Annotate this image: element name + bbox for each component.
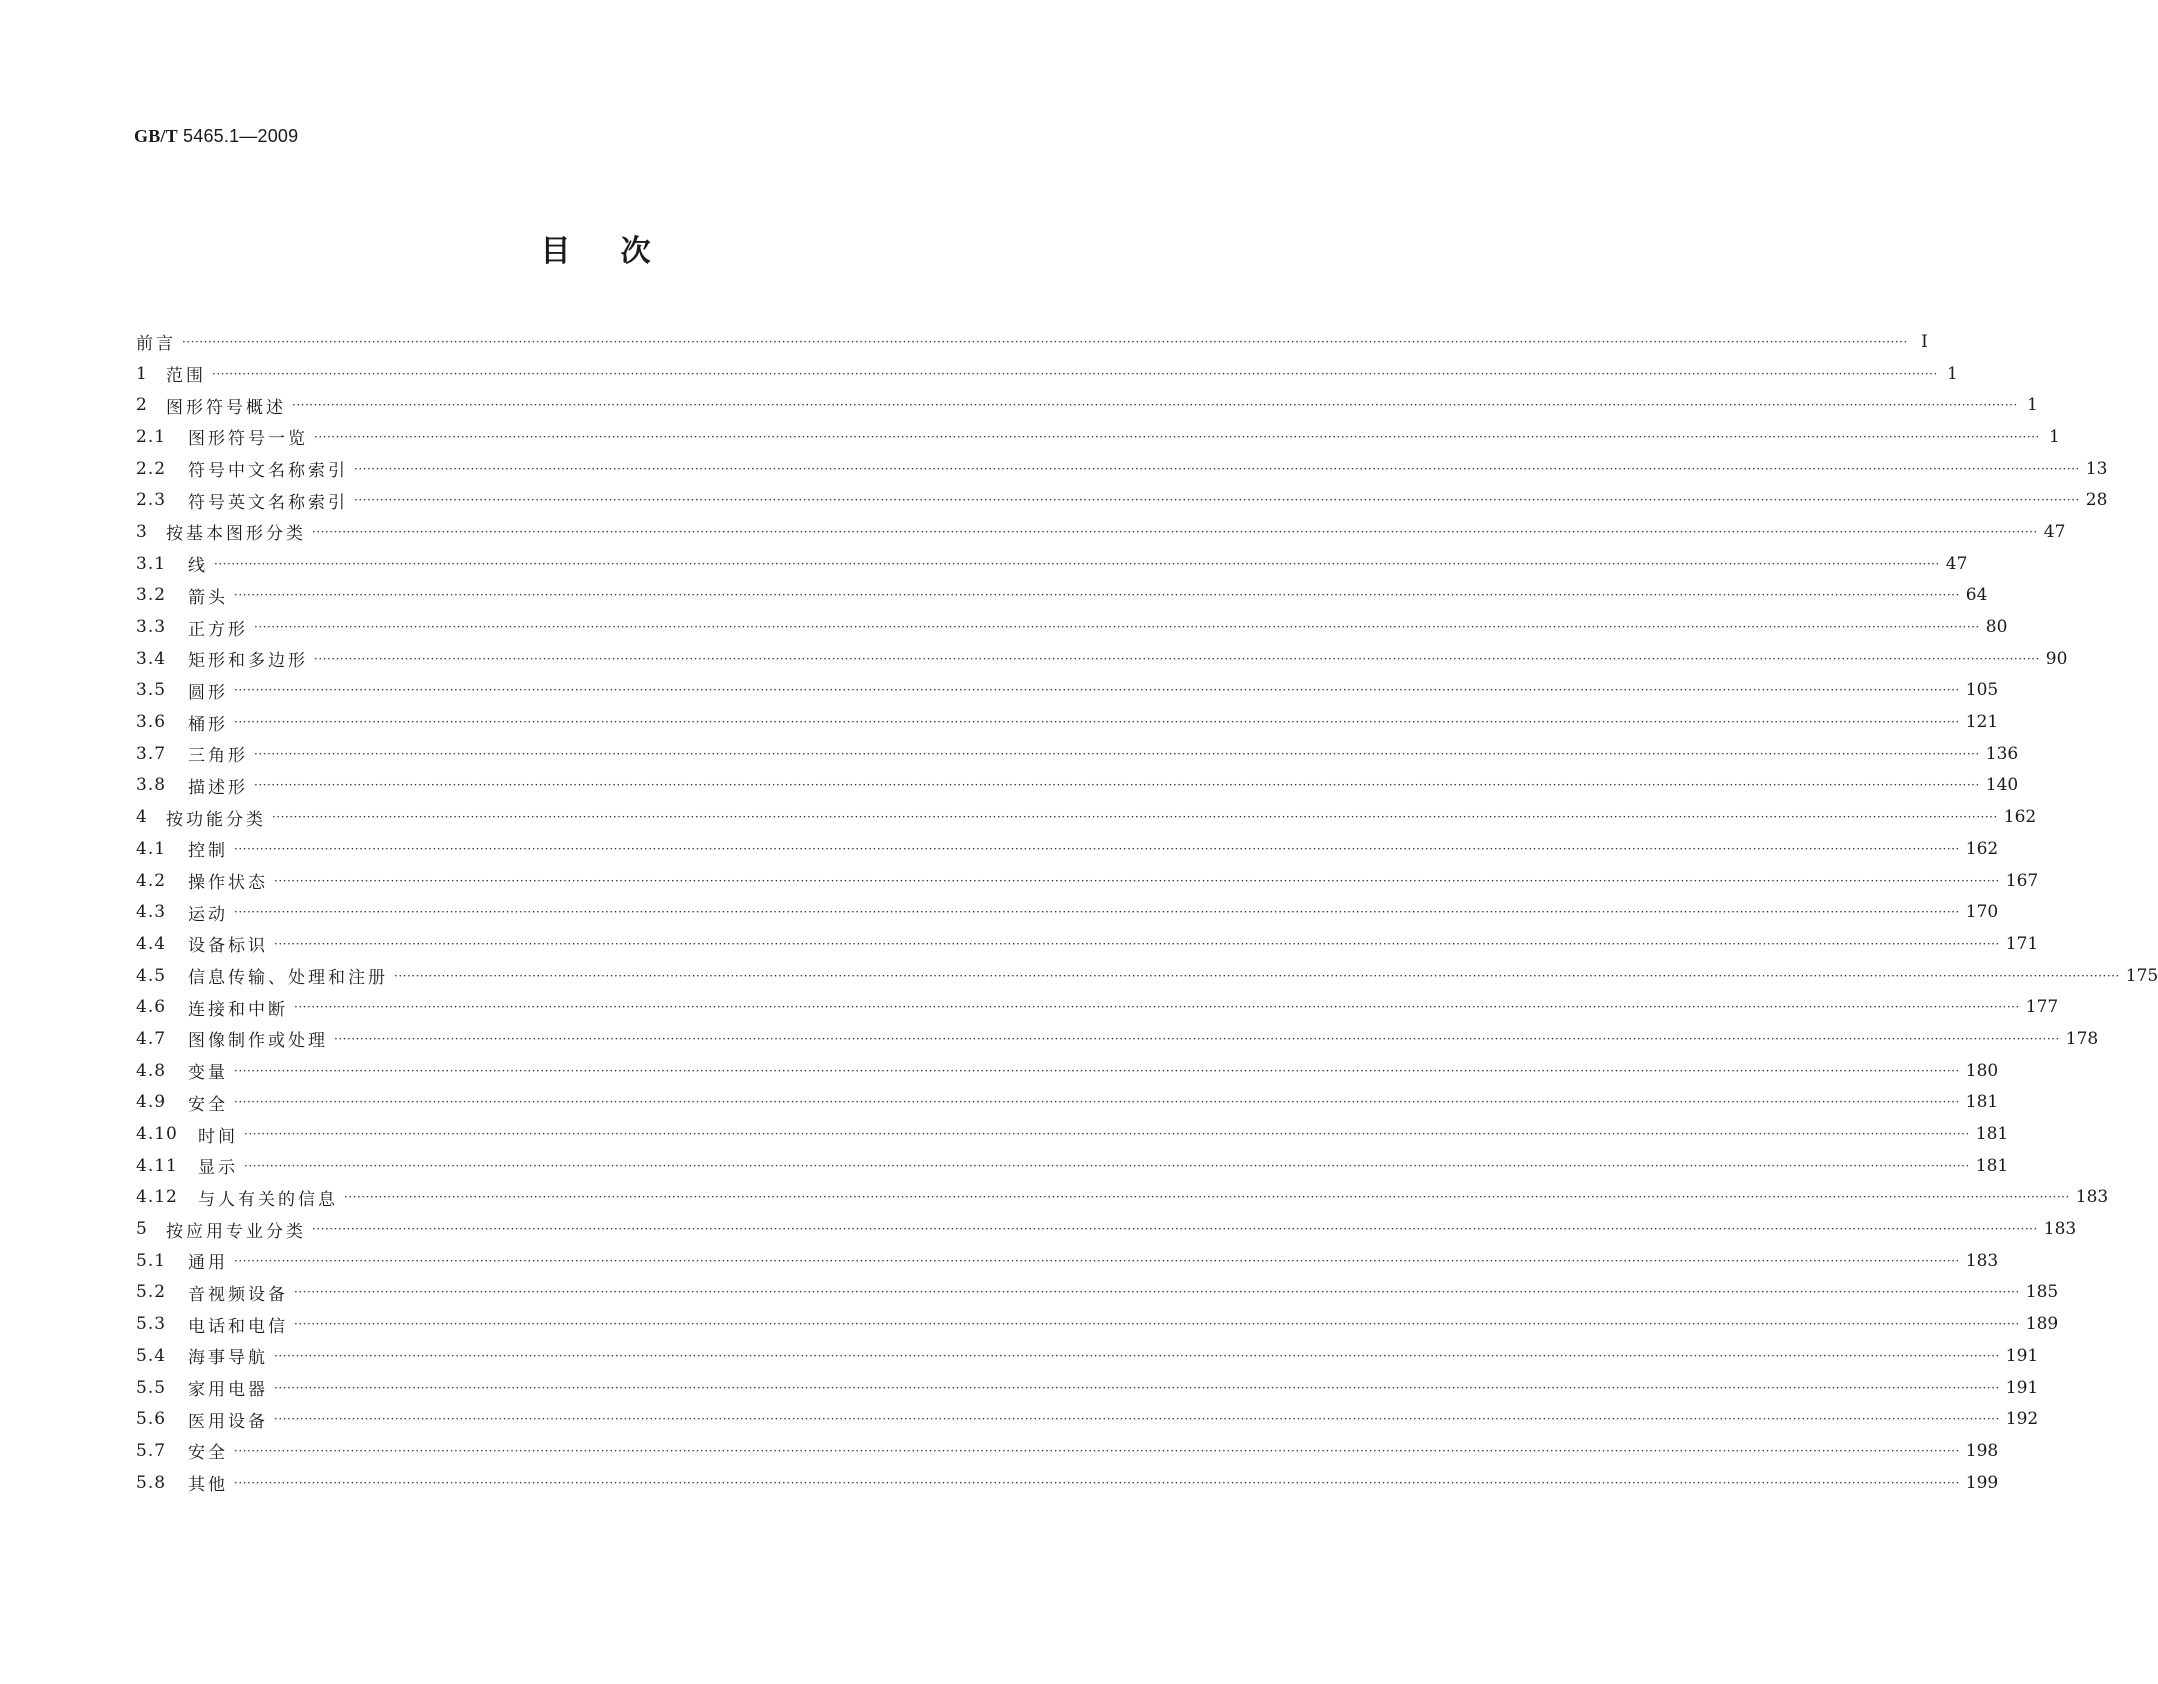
toc-leader-dots: ················································································································································································································································································································································································································ xyxy=(272,810,1998,825)
toc-entry-number: 4.7 xyxy=(136,1028,167,1049)
toc-entry[interactable] xyxy=(136,675,1999,707)
toc-entry-page: 1 xyxy=(2048,426,2060,447)
toc-leader-dots: ················································································································································································································································································································································································································ xyxy=(274,936,2000,951)
toc-entry-label: 家用电器 xyxy=(188,1380,268,1401)
toc-entry-number: 3.3 xyxy=(136,617,167,638)
toc-entry-page: 105 xyxy=(1965,680,1999,701)
toc-entry[interactable] xyxy=(136,1055,1999,1087)
toc-leader-dots: ················································································································································································································································································································································································································ xyxy=(274,1348,2000,1363)
toc-leader-dots: ················································································································································································································································································································································································································ xyxy=(214,556,1940,571)
toc-leader-dots: ················································································································································································································································································································································································································ xyxy=(254,746,1980,761)
toc-entry-page: 90 xyxy=(2045,648,2068,669)
toc-entry[interactable] xyxy=(136,1308,2059,1340)
toc-leader-dots: ················································································································································································································································································································································································································ xyxy=(244,1158,1970,1173)
toc-entry-page: 171 xyxy=(2005,933,2039,954)
toc-leader-dots: ················································································································································································································································································································································································································ xyxy=(182,334,1908,349)
toc-entry-label: 范围 xyxy=(166,366,206,387)
toc-entry-label: 按功能分类 xyxy=(166,809,266,830)
toc-entry-page: 162 xyxy=(2003,807,2037,828)
toc-entry[interactable] xyxy=(136,1372,2039,1404)
toc-leader-dots: ················································································································································································································································································································································································································ xyxy=(274,873,2000,888)
toc-entry[interactable] xyxy=(136,706,1999,738)
toc-entry-number: 1 xyxy=(136,363,148,384)
toc-entry-number: 4.12 xyxy=(136,1187,178,1208)
toc-entry-label: 符号英文名称索引 xyxy=(188,492,348,513)
toc-entry[interactable] xyxy=(136,1340,2039,1372)
toc-entry-number: 4.2 xyxy=(136,870,167,891)
toc-entry[interactable] xyxy=(136,358,1958,390)
toc-entry-number: 4.9 xyxy=(136,1092,167,1113)
toc-entry-number: 5.1 xyxy=(136,1250,167,1271)
toc-entry-number: 5.8 xyxy=(136,1472,167,1493)
toc-entry-label: 设备标识 xyxy=(188,936,268,957)
toc-entry-label: 桶形 xyxy=(188,714,228,735)
toc-entry-page: 175 xyxy=(2125,965,2158,986)
toc-entry-label: 运动 xyxy=(188,904,228,925)
toc-entry-label: 按应用专业分类 xyxy=(166,1221,306,1242)
toc-entry-label: 变量 xyxy=(188,1063,228,1084)
toc-entry[interactable] xyxy=(136,960,2158,992)
toc-entry-label: 线 xyxy=(188,556,208,577)
toc-entry-number: 5 xyxy=(136,1219,148,1240)
toc-leader-dots: ················································································································································································································································································································································································································ xyxy=(314,429,2040,444)
toc-entry[interactable] xyxy=(136,1403,2039,1435)
toc-entry-number: 3.2 xyxy=(136,585,167,606)
toc-leader-dots: ················································································································································································································································································································································································································ xyxy=(234,588,1960,603)
toc-entry-number: 4.3 xyxy=(136,902,167,923)
toc-entry-label: 描述形 xyxy=(188,777,248,798)
toc-entry-label: 信息传输、处理和注册 xyxy=(188,968,388,989)
toc-entry-label: 图形符号概述 xyxy=(166,397,286,418)
toc-entry[interactable] xyxy=(136,1023,2099,1055)
toc-entry-number: 4.10 xyxy=(136,1124,178,1145)
toc-entry-number: 3.4 xyxy=(136,648,167,669)
toc-leader-dots: ················································································································································································································································································································································································································ xyxy=(292,398,2018,413)
toc-entry[interactable] xyxy=(136,611,2008,643)
toc-entry[interactable] xyxy=(136,326,1928,358)
toc-entry-page: 178 xyxy=(2065,1028,2099,1049)
toc-entry[interactable] xyxy=(136,1277,2059,1309)
toc-entry[interactable] xyxy=(136,1245,1999,1277)
toc-leader-dots: ················································································································································································································································································································································································································ xyxy=(254,620,1980,635)
toc-leader-dots: ················································································································································································································································································································································································································ xyxy=(234,1063,1960,1078)
toc-leader-dots: ················································································································································································································································································································································································································ xyxy=(312,524,2038,539)
toc-leader-dots: ················································································································································································································································································································································································································ xyxy=(274,1380,2000,1395)
standard-number: 5465.1—2009 xyxy=(183,126,299,146)
toc-leader-dots: ················································································································································································································································································································································································································ xyxy=(234,1095,1960,1110)
toc-entry[interactable] xyxy=(136,1118,2009,1150)
toc-entry-label: 箭头 xyxy=(188,587,228,608)
toc-entry-number: 2.2 xyxy=(136,458,167,479)
toc-leader-dots: ················································································································································································································································································································································································································ xyxy=(354,461,2080,476)
toc-entry-number: 4.4 xyxy=(136,933,167,954)
toc-entry-label: 音视频设备 xyxy=(188,1284,288,1305)
toc-entry-page: 13 xyxy=(2085,458,2108,479)
toc-entry-label: 时间 xyxy=(198,1126,238,1147)
toc-entry-page: 1 xyxy=(1946,363,1958,384)
toc-entry[interactable] xyxy=(136,833,1999,865)
toc-entry-number: 5.6 xyxy=(136,1409,167,1430)
toc-entry-label: 图形符号一览 xyxy=(188,429,308,450)
toc-entry-page: 181 xyxy=(1975,1124,2009,1145)
toc-entry-label: 与人有关的信息 xyxy=(198,1189,338,1210)
toc-entry[interactable] xyxy=(136,1467,1999,1499)
toc-leader-dots: ················································································································································································································································································································································································································ xyxy=(234,1475,1960,1490)
toc-entry-number: 5.2 xyxy=(136,1282,167,1303)
toc-entry-page: 181 xyxy=(1975,1155,2009,1176)
toc-entry-number: 5.7 xyxy=(136,1440,167,1461)
toc-entry-page: I xyxy=(1921,331,1928,352)
toc-leader-dots: ················································································································································································································································································································································································································ xyxy=(354,493,2080,508)
toc-entry-number: 4.8 xyxy=(136,1060,167,1081)
toc-entry-label: 符号中文名称索引 xyxy=(188,461,348,482)
toc-entry-number: 3.5 xyxy=(136,680,167,701)
toc-entry-page: 181 xyxy=(1965,1092,1999,1113)
toc-entry-label: 安全 xyxy=(188,1094,228,1115)
toc-entry-label: 圆形 xyxy=(188,682,228,703)
toc-entry-page: 192 xyxy=(2005,1409,2039,1430)
toc-leader-dots: ················································································································································································································································································································································································································ xyxy=(274,1412,2000,1427)
toc-entry-label: 安全 xyxy=(188,1443,228,1464)
toc-entry-label: 正方形 xyxy=(188,619,248,640)
toc-entry-number: 4.1 xyxy=(136,838,167,859)
toc-entry-number: 3.8 xyxy=(136,775,167,796)
toc-entry-label: 操作状态 xyxy=(188,873,268,894)
toc-entry-label: 图像制作或处理 xyxy=(188,1031,328,1052)
toc-leader-dots: ················································································································································································································································································································································································································ xyxy=(234,683,1960,698)
toc-entry-page: 198 xyxy=(1965,1440,1999,1461)
toc-entry-number: 4.11 xyxy=(136,1155,178,1176)
toc-entry-number: 4.6 xyxy=(136,997,167,1018)
toc-entry-label: 电话和电信 xyxy=(188,1316,288,1337)
toc-leader-dots: ················································································································································································································································································································································································································ xyxy=(394,968,2120,983)
toc-leader-dots: ················································································································································································································································································································································································································ xyxy=(294,1285,2020,1300)
toc-leader-dots: ················································································································································································································································································································································································································ xyxy=(234,1253,1960,1268)
toc-entry-label: 三角形 xyxy=(188,746,248,767)
toc-entry-label: 矩形和多边形 xyxy=(188,651,308,672)
toc-entry-page: 185 xyxy=(2025,1282,2059,1303)
toc-entry[interactable] xyxy=(136,928,2039,960)
toc-entry-page: 177 xyxy=(2025,997,2059,1018)
standard-prefix: GB/T xyxy=(134,126,178,146)
toc-entry-page: 162 xyxy=(1965,838,1999,859)
toc-entry-number: 2.1 xyxy=(136,426,167,447)
toc-entry-number: 5.3 xyxy=(136,1314,167,1335)
toc-entry-number: 5.5 xyxy=(136,1377,167,1398)
toc-entry-label: 医用设备 xyxy=(188,1411,268,1432)
toc-entry-number: 3 xyxy=(136,521,148,542)
page-title: 目次 xyxy=(540,234,701,269)
toc-entry-page: 199 xyxy=(1965,1472,1999,1493)
toc-entry-number: 3.1 xyxy=(136,553,167,574)
toc-leader-dots: ················································································································································································································································································································································································································ xyxy=(294,1000,2020,1015)
toc-entry-number: 3.7 xyxy=(136,743,167,764)
toc-entry[interactable] xyxy=(136,580,1988,612)
toc-entry-page: 167 xyxy=(2005,870,2039,891)
toc-leader-dots: ················································································································································································································································································································································································································ xyxy=(254,778,1980,793)
toc-entry-label: 海事导航 xyxy=(188,1348,268,1369)
toc-leader-dots: ················································································································································································································································································································································································································ xyxy=(314,651,2040,666)
toc-entry[interactable] xyxy=(136,389,2038,421)
toc-entry[interactable] xyxy=(136,991,2059,1023)
toc-entry[interactable] xyxy=(136,1435,1999,1467)
toc-entry[interactable] xyxy=(136,865,2039,897)
toc-entry-label: 通用 xyxy=(188,1253,228,1274)
document-code xyxy=(134,126,298,147)
toc-entry-page: 183 xyxy=(2075,1187,2109,1208)
toc-entry[interactable] xyxy=(136,643,2068,675)
toc-entry[interactable] xyxy=(136,1182,2109,1214)
toc-entry[interactable] xyxy=(136,484,2108,516)
toc-entry[interactable] xyxy=(136,801,2037,833)
table-of-contents xyxy=(136,326,2158,1498)
toc-entry-number: 4.5 xyxy=(136,965,167,986)
toc-entry[interactable] xyxy=(136,738,2019,770)
toc-leader-dots: ················································································································································································································································································································································································································ xyxy=(234,1443,1960,1458)
toc-entry-page: 28 xyxy=(2085,490,2108,511)
toc-leader-dots: ················································································································································································································································································································································································································ xyxy=(294,1317,2020,1332)
toc-entry[interactable] xyxy=(136,1150,2009,1182)
toc-entry-page: 121 xyxy=(1965,712,1999,733)
toc-entry[interactable] xyxy=(136,516,2066,548)
toc-entry[interactable] xyxy=(136,1087,1999,1119)
toc-entry-page: 183 xyxy=(1965,1250,1999,1271)
toc-entry-page: 140 xyxy=(1985,775,2019,796)
toc-entry-label: 按基本图形分类 xyxy=(166,524,306,545)
toc-leader-dots: ················································································································································································································································································································································································································ xyxy=(212,366,1938,381)
toc-leader-dots: ················································································································································································································································································································································································································ xyxy=(244,1127,1970,1142)
toc-entry-label: 显示 xyxy=(198,1158,238,1179)
toc-entry-number: 2.3 xyxy=(136,490,167,511)
toc-entry[interactable] xyxy=(136,1213,2077,1245)
toc-entry-label: 其他 xyxy=(188,1475,228,1496)
toc-entry[interactable] xyxy=(136,896,1999,928)
toc-entry-number: 5.4 xyxy=(136,1345,167,1366)
toc-entry-page: 180 xyxy=(1965,1060,1999,1081)
toc-entry-page: 170 xyxy=(1965,902,1999,923)
toc-entry-page: 183 xyxy=(2043,1219,2077,1240)
toc-entry[interactable] xyxy=(136,453,2108,485)
toc-entry[interactable] xyxy=(136,548,1968,580)
toc-entry[interactable] xyxy=(136,421,2060,453)
toc-leader-dots: ················································································································································································································································································································································································································ xyxy=(234,715,1960,730)
toc-entry-page: 80 xyxy=(1985,617,2008,638)
toc-entry-label: 前言 xyxy=(136,334,176,355)
toc-entry-number: 4 xyxy=(136,807,148,828)
toc-entry-number: 3.6 xyxy=(136,712,167,733)
toc-entry-label: 连接和中断 xyxy=(188,999,288,1020)
toc-entry-label: 控制 xyxy=(188,841,228,862)
toc-leader-dots: ················································································································································································································································································································································································································ xyxy=(234,905,1960,920)
toc-entry-page: 191 xyxy=(2005,1345,2039,1366)
toc-leader-dots: ················································································································································································································································································································································································································ xyxy=(312,1222,2038,1237)
toc-entry-page: 136 xyxy=(1985,743,2019,764)
toc-entry-page: 1 xyxy=(2026,395,2038,416)
toc-entry-page: 64 xyxy=(1965,585,1988,606)
toc-entry-number: 2 xyxy=(136,395,148,416)
toc-entry[interactable] xyxy=(136,770,2019,802)
toc-leader-dots: ················································································································································································································································································································································································································ xyxy=(344,1190,2070,1205)
toc-leader-dots: ················································································································································································································································································································································································································ xyxy=(334,1031,2060,1046)
toc-entry-page: 191 xyxy=(2005,1377,2039,1398)
toc-entry-page: 47 xyxy=(2043,521,2066,542)
toc-leader-dots: ················································································································································································································································································································································································································ xyxy=(234,841,1960,856)
toc-entry-page: 47 xyxy=(1945,553,1968,574)
toc-entry-page: 189 xyxy=(2025,1314,2059,1335)
